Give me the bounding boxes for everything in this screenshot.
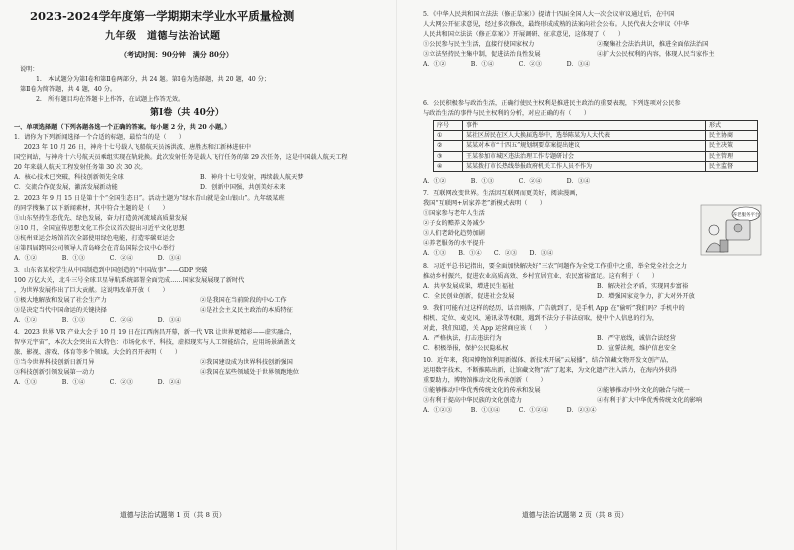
q4-option-2: ②我国建设成为世界科技创新强国 [200, 359, 293, 366]
q3-answers: A．①② B．①③ C．②④ D．③④ [14, 317, 182, 324]
table-row [434, 151, 758, 161]
q3-passage-1: 100 万亿大关，北斗三号全球卫星导航系统部署全面完成……国家发展展现了新时代 [14, 277, 245, 284]
notes-label: 说明： [20, 66, 39, 73]
q9-option-b: B．严守底线，诚信合法经营 [597, 335, 676, 342]
q8-option-c: C．全民创业创新，促进社会发展 [423, 293, 515, 300]
table-row [434, 141, 758, 151]
table-row [434, 161, 758, 171]
q4-option-3: ③科技创新引领发展第一动力 [14, 369, 95, 376]
exam-info: （考试时间：90分钟 满分 80分） [120, 50, 233, 59]
q4-passage-1: 智享元宇宙”，本次大会突出五大特色：市场化水平、科技，虚拟现实与人工智能结合，应用场景涵盖文 [14, 339, 296, 346]
q6-stem: 6．公民积极参与政治生活，正确行使民主权利是推进民主政治的重要表现，下列连项对公民参 [423, 100, 681, 107]
q10-passage-1: 运用数字技术，不断推陈出新，让馆藏文物“活”了起来，为文化遗产注入活力，在海内外获得 [423, 367, 677, 374]
q5-passage-1: 人大网公开征求意见，经过多次修改，最终形成成熟的法案向社会公布。人民代表大会审议《中华 [423, 21, 690, 28]
exam-title: 2023-2024学年度第一学期期末学业水平质量检测 [30, 9, 295, 23]
q6-passage: 与政治生活的事件与民主权利的分析，对应正确的有（ ） [423, 110, 591, 117]
page-2 [397, 0, 794, 550]
q8-option-d: D．增强国家竞争力，扩大对外开放 [597, 293, 695, 300]
table-cell: ① [434, 131, 463, 141]
section-heading: 第Ⅰ卷（共 40分） [150, 108, 224, 118]
q1-option-c: C．交流合作促发展，激活发展新动能 [14, 184, 118, 191]
note-1b: 第Ⅱ卷为简答题，共 4 题，40 分。 [20, 86, 117, 93]
table-header-row [434, 121, 758, 131]
q6-answers: A．①② B．①③ C．②④ D．③④ [423, 178, 591, 185]
q9-option-a: A．严格执法，打击违法行为 [423, 335, 502, 342]
header-cell: 序号 [434, 121, 463, 131]
q5-passage-2: 人民共和国立法法（修正草案）》开展调研、征求意见，这体现了（ ） [423, 31, 625, 38]
q10-option-3: ③有利于提高中华民族的文化创造力 [423, 397, 522, 404]
instruction: 一、单项选择题（下列各题各选一个正确的答案。每小题 2 分，共 20 小题。） [14, 124, 231, 131]
note-1a: 1. 本试题分为第Ⅰ卷和第Ⅱ卷两部分，共 24 题。第Ⅰ卷为选择题，共 20 题，40 分； [36, 76, 271, 83]
table-cell: 某某对本市“十四五”规划纲要草案提出建议 [463, 141, 706, 151]
q10-option-2: ②能够推动中外文化的融合与统一 [597, 387, 690, 394]
q1-option-b: B．神舟十七号发射，再续载人航天梦 [200, 174, 304, 181]
table-cell: ③ [434, 151, 463, 161]
table-cell: 某某拨打市长热线举报政府机关工作人员不作为 [463, 161, 706, 171]
q7-passage: 我国“互联网+居家养老”新模式表明（ ） [423, 200, 546, 207]
q4-answers: A．①③ B．①④ C．②③ D．②④ [14, 379, 182, 386]
q1-option-a: A．核心技术已突破，科技创新领先全球 [14, 174, 124, 181]
q2-answers: A．①② B．①③ C．②④ D．③④ [14, 255, 182, 262]
q4-option-1: ①当今世界科技创新日新月异 [14, 359, 95, 366]
q9-passage-1: 相机、定位、麦克风、通讯录等权限，遇到不法分子非法窃取，使中个人信息的行为， [423, 315, 659, 322]
q8-option-b: B．解决社会矛盾，实现同步富裕 [597, 283, 689, 290]
q10-stem: 10．近年来，我国博物馆利用新媒体、新技术开展“云展播”，结合馆藏文物开发文创产品， [423, 357, 673, 364]
q7-option-4: ④养老服务的水平提升 [423, 240, 485, 247]
q7-option-1: ①国家参与老年人生活 [423, 210, 485, 217]
q5-option-2: ②聚集社会法治共识，推进全面依法治国 [597, 41, 709, 48]
q5-stem: 5．《中华人民共和国立法法（修正草案）》提请十四届全国人大一次会议审议通过后，在中国 [423, 11, 675, 18]
q1-stem: 1．请你为下列新闻选择一个合适的标题，最恰当的是（ ） [14, 134, 185, 141]
q1-option-d: D．创新中国强，共创美好未来 [200, 184, 286, 191]
q3-option-4: ④是社会主义民主政治的本质特征 [200, 307, 293, 314]
q5-option-4: ④扩大公民权利的内容，体现人民当家作主 [597, 51, 715, 58]
q7-option-3: ③人们老龄化趋势加剧 [423, 230, 485, 237]
q4-passage-2: 旅、影视、游戏、体育等多个领域。大会的召开表明（ ） [14, 349, 182, 356]
header-cell: 形式 [706, 121, 758, 131]
table-cell: 某社区居民在区人大换届选举中，选举陈某为人大代表 [463, 131, 706, 141]
q2-option-3: ③杭州亚运会场馆首次全部使用绿色电能，打造零碳亚运会 [14, 235, 175, 242]
screen-figure-icon [734, 224, 742, 232]
q4-option-4: ④我国在某些领域处于世界领跑地位 [200, 369, 299, 376]
table-cell: 王某参加市城区违法治理工作专题研讨会 [463, 151, 706, 161]
q2-option-4: ④第四届跨国公司领导人青岛峰会在青岛国际会议中心举行 [14, 245, 175, 252]
q2-passage: 的同学搜集了以下新闻素材，其中符合主题的是（ ） [14, 205, 169, 212]
q5-option-3: ③立法坚持民主集中制，促进法治良性发展 [423, 51, 541, 58]
q1-passage-3: 20 年来载人航天工程发射任务第 30 次 30 次。 [14, 164, 147, 171]
table-row [434, 131, 758, 141]
page-footer: 道德与法治试题第 2 页（共 8 页） [522, 511, 628, 519]
elderly-care-cartoon [700, 204, 762, 256]
q3-option-1: ①极大地解放和发展了社会生产力 [14, 297, 107, 304]
q8-passage: 推动乡村振兴，促进农业高质高效、乡村宜居宜业、农民富裕富足。这有利于（ ） [423, 273, 659, 280]
q2-stem: 2．2023 年 9 月 15 日是第十个“全国生态日”。活动主题为“绿水青山就是金山银山”。九年级某班 [14, 195, 285, 202]
q8-option-a: A．共享发展成果，增进民生福祉 [423, 283, 515, 290]
q9-option-d: D．宣誓法规，维护信息安全 [597, 345, 677, 352]
table-cell: ④ [434, 161, 463, 171]
q1-passage-2: 国空间站，与神舟十六号航天员乘组实现在轨轮换。此次发射任务是载人飞行任务的第 29 次任务，这是中国载人航天工程 [14, 154, 348, 161]
q7-answers: A．①③ B．①④ C．②③ D．③④ [423, 250, 554, 257]
q1-passage-1: 2023 年 10 月 26 日，神舟十七号载人飞船航天员汤洪波、唐胜杰和江新林进驻中 [24, 144, 251, 151]
table-cell: 民主监督 [706, 161, 758, 171]
q4-stem: 4．2023 世界 VR 产业大会于 10 月 19 日在江西南昌开幕，新一代 VR 让世界更精彩——虚实融合， [14, 329, 296, 336]
cartoon-caption: 养老服务平台 [732, 213, 760, 218]
header-cell: 事件 [463, 121, 706, 131]
table-cell: 民主协商 [706, 131, 758, 141]
table-cell: ② [434, 141, 463, 151]
q10-answers: A．①②③ B．①③④ C．①②④ D．②③④ [423, 407, 597, 414]
elder-head-icon [709, 225, 719, 235]
q9-option-c: C．积极举报，保护公民隐私权 [423, 345, 509, 352]
q5-option-1: ①公民参与民主生活，直接行使国家权力 [423, 41, 535, 48]
q2-option-1: ①山东坚持生态优先、绿色发展，奋力打造黄河流域高质量发展 [14, 215, 188, 222]
q10-passage-2: 重要助力，博物馆推动文化传承创新（ ） [423, 377, 547, 384]
table-cell: 民主管理 [706, 151, 758, 161]
note-2: 2. 所有题目均在答题卡上作答，在试题上作答无效。 [36, 96, 185, 103]
q3-passage-2: ，为世界发展作出了巨大贡献。这说明改革开放（ ） [14, 287, 169, 294]
q10-option-4: ④有利于扩大中华优秀传统文化的影响 [597, 397, 703, 404]
q7-option-2: ②子女的赡养义务减少 [423, 220, 485, 227]
q10-option-1: ①能够推动中华优秀传统文化的传承和发展 [423, 387, 541, 394]
q8-stem: 8．习近平总书记指出，要全面加快解决好“三农”问题作为全党工作重中之重，举全党全社会之力 [423, 263, 687, 270]
q9-stem: 9．我们可能有过这样的经历，话音刚落，广告就到了，是手机 App 在“偷听”我们吗？手机中的 [423, 305, 685, 312]
event-table [433, 120, 758, 172]
exam-subtitle: 九年级 道德与法治试题 [105, 31, 221, 42]
q5-answers: A．①② B．①④ C．②③ D．③④ [423, 61, 591, 68]
q3-option-3: ③是决定当代中国命运的关键抉择 [14, 307, 107, 314]
q2-option-2: ②10 月，全国宣传思想文化工作会议首次提出习近平文化思想 [14, 225, 185, 232]
q3-option-2: ②是我国在当前阶段的中心工作 [200, 297, 287, 304]
q7-stem: 7．互联网改变世界。生活因互联网而更美好，阅读漫画， [423, 190, 582, 197]
q9-passage-2: 对此，我们知道，关 App 运营商应该（ ） [423, 325, 551, 332]
table-cell: 民主决策 [706, 141, 758, 151]
chair-icon [720, 240, 728, 252]
q3-stem: 3．山东省某校学生从中国制造到中国创造的“中国故事”——GDP 突破 [14, 267, 208, 274]
page-footer: 道德与法治试题第 1 页（共 8 页） [120, 511, 226, 519]
